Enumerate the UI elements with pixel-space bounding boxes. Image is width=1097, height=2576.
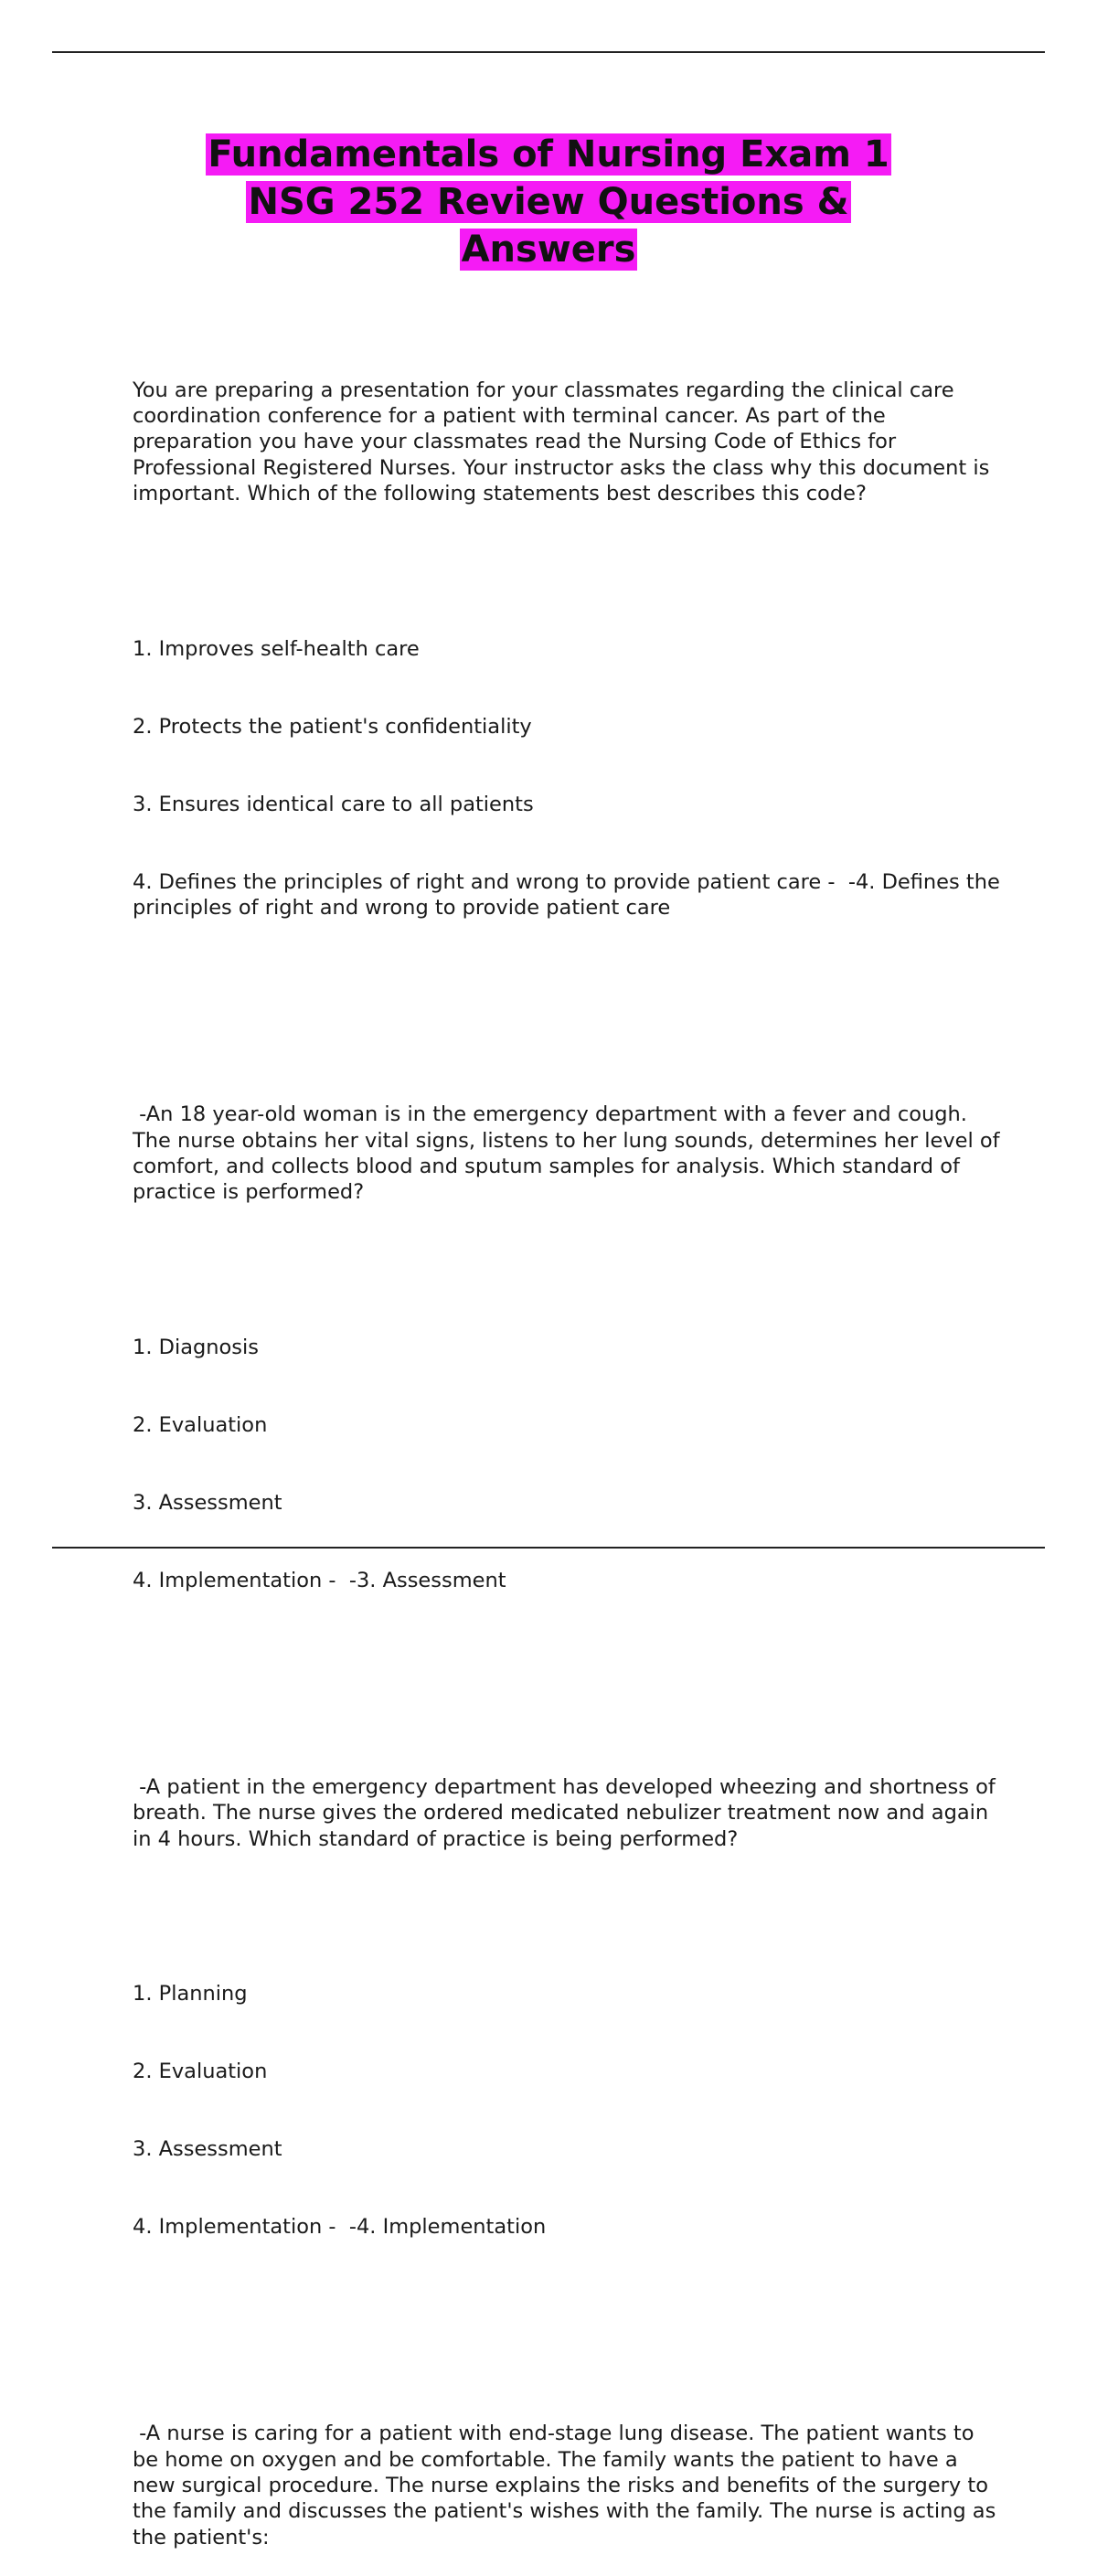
- question-1-stem: You are preparing a presentation for your classmates regarding the clinical care coordination conference for a patient with terminal cancer. As part of the preparation you have your classmates read the Nursing Code of Ethics for Professional Registered Nurses. Your instructor asks the class why this document is important. Which of the following statements best describes this code?: [133, 378, 996, 506]
- title-line-3: Answers: [461, 229, 636, 271]
- question-1-option-4-answer: 4. Defines the principles of right and wrong to provide patient care - -4. Defines the principles of right and wrong to provide patient care: [133, 869, 1006, 920]
- question-3-option-4-answer: 4. Implementation - -4. Implementation: [133, 2214, 547, 2239]
- document-title: [91, 131, 1006, 273]
- document-body: [133, 300, 1006, 2576]
- question-3-option-1: 1. Planning: [133, 1982, 248, 2007]
- title-line-2: NSG 252 Review Questions &: [248, 181, 849, 223]
- question-2-option-4-answer: 4. Implementation - -3. Assessment: [133, 1568, 506, 1592]
- question-2-option-2: 2. Evaluation: [133, 1412, 268, 1437]
- question-2-stem: -An 18 year-old woman is in the emergency department with a fever and cough. The nurse obtains her vital signs, listens to her lung sounds, determines her level of comfort, and collects blood and sputum samples for analysis. Which standard of practice is performed?: [133, 1102, 1006, 1205]
- top-rule: [52, 51, 1045, 53]
- bottom-rule: [52, 1547, 1045, 1549]
- question-1-option-3: 3. Ensures identical care to all patients: [133, 792, 534, 816]
- question-3-option-2: 2. Evaluation: [133, 2060, 268, 2084]
- question-2-option-1: 1. Diagnosis: [133, 1335, 259, 1359]
- question-3-stem: -A patient in the emergency department has developed wheezing and shortness of breath. The nurse gives the ordered medicated nebulizer treatment now and again in 4 hours. Which standard of practice is being performed?: [133, 1774, 1002, 1851]
- title-line-1: Fundamentals of Nursing Exam 1: [208, 133, 889, 176]
- question-2-option-3: 3. Assessment: [133, 1490, 282, 1515]
- question-1-option-2: 2. Protects the patient's confidentiality: [133, 714, 532, 739]
- question-3-option-3: 3. Assessment: [133, 2137, 282, 2162]
- question-4-stem: -A nurse is caring for a patient with end-stage lung disease. The patient wants to be home on oxygen and be comfortable. The family wants the patient to have a new surgical procedure. The nurse explains the risks and benefits of the surgery to the family and discusses the patient's wishes with the family. The nurse is acting as the patient's:: [133, 2422, 1003, 2549]
- question-1-option-1: 1. Improves self-health care: [133, 636, 420, 661]
